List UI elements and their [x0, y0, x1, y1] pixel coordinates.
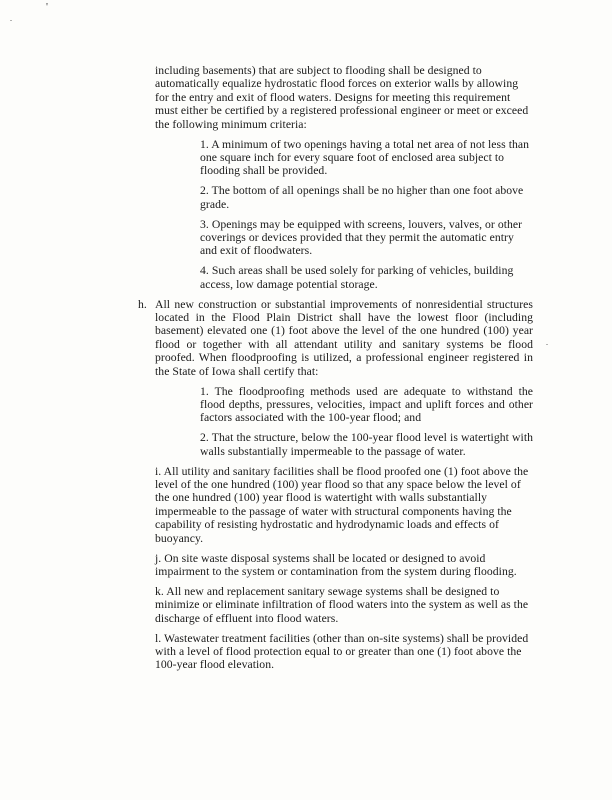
- criteria-4-number: 4.: [200, 264, 209, 278]
- scan-artifact-tick-top: ': [46, 1, 48, 13]
- intro-paragraph: [155, 64, 533, 131]
- item-h-text: All new construction or substantial improvements of nonresidential structures located in the Flood Plain District shall have the lowest floor (including basement) elevated one (1) foot above the level of the one hundred (100) year flood or together with all attendant utility and sanitary systems be flood proofed. When floodproofing is utilized, a professional engineer registered in the State of Iowa shall certify that:: [155, 297, 533, 378]
- item-k-text: All new and replacement sanitary sewage systems shall be designed to minimize or eliminate infiltration of flood waters into the system as well as the discharge of effluent into flood waters.: [155, 584, 529, 625]
- item-i-text: All utility and sanitary facilities shall be flood proofed one (1) foot above the level of the one hundred (100) year flood so that any space below the level of the one hundred (100) year flood is watertight with walls substantially impermeable to the passage of water with structural components having the capability of resisting hydrostatic and hydrodynamic loads and effects of buoyancy.: [155, 464, 529, 545]
- criteria-2-text: The bottom of all openings shall be no higher than one foot above grade.: [200, 184, 524, 211]
- h-criteria-1-text: The floodproofing methods used are adequate to withstand the flood depths, pressures, velocities, impact and uplift forces and other factors associated with the 100-year flood; and: [200, 384, 534, 425]
- criteria-item-3: [200, 218, 533, 258]
- document-body: [138, 64, 534, 678]
- item-j-text: On site waste disposal systems shall be located or designed to avoid impairment to the system or contamination from the system during flooding.: [155, 551, 517, 578]
- criteria-1-number: 1.: [200, 137, 209, 151]
- item-j-label: j.: [155, 551, 162, 565]
- item-h-criteria-2: [200, 431, 533, 458]
- scan-artifact-dot-top-left: .: [10, 14, 12, 23]
- criteria-item-4: [200, 264, 533, 291]
- h-criteria-1-number: 1.: [200, 384, 209, 398]
- intro-text: including basements) that are subject to flooding shall be designed to automatically equalize hydrostatic flood forces on exterior walls by allowing for the entry and exit of flood waters. Designs for meeting this requirement must either be certified by a registered professional engineer or meet or exceed the following minimum criteria:: [155, 64, 529, 131]
- item-h-criteria-1: [200, 385, 533, 425]
- item-j-paragraph: [155, 552, 533, 579]
- item-l-text: Wastewater treatment facilities (other than on-site systems) shall be provided with a level of flood protection equal to or greater than one (1) foot above the 100-year flood elevation.: [155, 631, 529, 672]
- item-h-paragraph: [138, 297, 533, 378]
- h-criteria-2-number: 2.: [200, 431, 209, 445]
- item-i-label: i.: [155, 464, 162, 478]
- item-k-paragraph: [155, 585, 533, 625]
- item-k-label: k.: [155, 584, 164, 598]
- criteria-item-1: [200, 138, 533, 178]
- criteria-3-text: Openings may be equipped with screens, louvers, valves, or other coverings or devices provided that they permit the automatic entry and exit of floodwaters.: [200, 217, 523, 258]
- criteria-4-text: Such areas shall be used solely for parking of vehicles, building access, low damage potential storage.: [200, 264, 514, 291]
- scan-artifact-dot-right: .: [546, 338, 548, 347]
- h-criteria-2-text: That the structure, below the 100-year flood level is watertight with walls substantially impermeable to the passage of water.: [200, 431, 534, 458]
- item-i-paragraph: [155, 465, 533, 545]
- criteria-2-number: 2.: [200, 184, 209, 198]
- criteria-item-2: [200, 184, 533, 211]
- criteria-3-number: 3.: [200, 217, 209, 231]
- criteria-1-text: A minimum of two openings having a total net area of not less than one square inch for every square foot of enclosed area subject to flooding shall be provided.: [200, 137, 530, 178]
- item-l-label: l.: [155, 631, 162, 645]
- item-l-paragraph: [155, 632, 533, 672]
- item-h-label: h.: [138, 297, 147, 311]
